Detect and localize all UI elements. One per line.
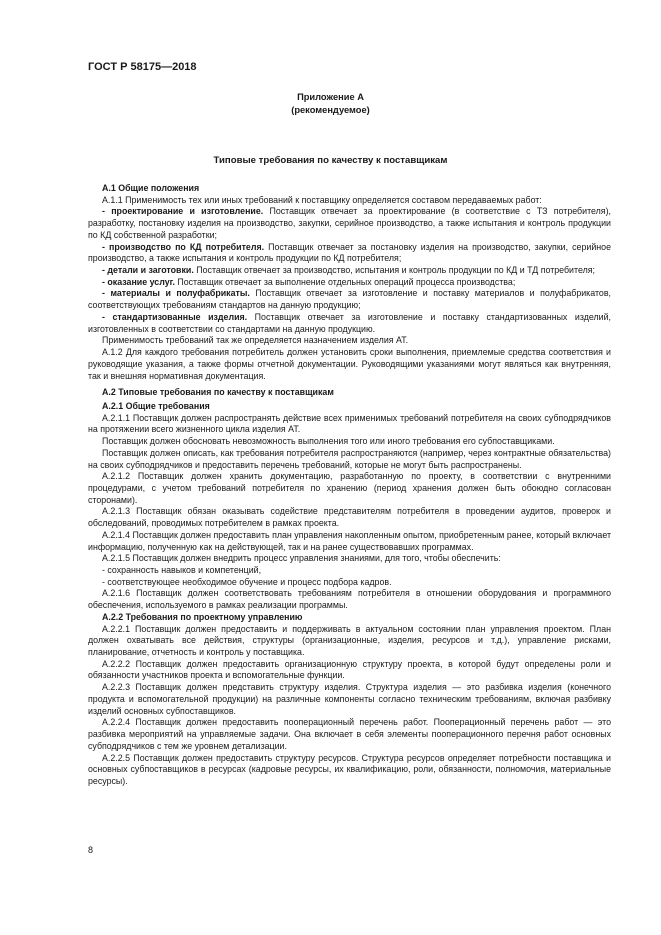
paragraph: А.2.2.4 Поставщик должен предоставить пооперационный перечень работ. Пооперационный перечень работ — это разбивка мероприятий на управляемые задачи. Она включает в себя элементы пооперационного перечня работ основных субподрядчиков с тем же уровнем детализации. [88,717,611,751]
appendix-block [0,91,661,117]
list-item-text: Поставщик отвечает за выполнение отдельных операций процесса производства; [174,276,516,287]
list-item: - сохранность навыков и компетенций, [102,565,262,575]
paragraph: А.1.2 Для каждого требования потребитель должен установить сроки выполнения, приемлемые средства соответствия и руководящие указания, а также формы отчетной документации. Руководящими указаниями могут являться как внутренняя, так и внешняя нормативная документация. [88,347,611,381]
list-item-term: - проектирование и изготовление. [102,206,264,217]
list-item [88,265,611,277]
paragraph: Поставщик должен обосновать невозможность выполнения того или иного требования его субпоставщиками. [102,436,555,447]
page-number: 8 [88,845,94,855]
list-item [88,206,611,241]
paragraph: А.2.1.4 Поставщик должен предоставить план управления накопленным опытом, приобретенным ранее, который включает информацию, полученную как на действующей, так и на ранее существовавших программах. [88,529,611,552]
list-item-text: Поставщик отвечает за изготовление и поставку стандартизованных изделий, изготовленных в соответствии со стандартами на данную продукцию. [88,311,611,334]
paragraph: А.2.2.3 Поставщик должен представить структуру изделия. Структура изделия — это разбивка изделия (конечного продукта и вспомогательной продукции) на различные компоненты согласно техническим требованиям, включая разбивку изделий основных субпоставщиков. [88,682,611,716]
paragraph: А.2.2.1 Поставщик должен предоставить и поддерживать в актуальном состоянии план управления проектом. План должен охватывать все действия, структуры (организационные, изделия, ресурсов и т.д.), управление рисками, планирование, отчетность и контроль у поставщика. [88,623,611,658]
list-item [88,242,611,265]
paragraph: А.2.1.6 Поставщик должен соответствовать требованиям потребителя в отношении оборудования и программного обеспечения, используемого в рамках реализации программы. [88,588,611,611]
list-item-text: Поставщик отвечает за постановку изделия на производство, закупки, серийное производство, а также испытания и контроль продукции по КД потребителя; [88,241,611,264]
paragraph: Поставщик должен описать, как требования потребителя распространяются (например, через контрактные обязательства) на своих субподрядчиков и предоставить перечень требований, которые не могут быть распространены. [88,447,611,470]
list-item-term: - детали и заготовки. [102,265,194,276]
list-item-text: Поставщик отвечает за изготовление и поставку материалов и полуфабрикатов, соответствующих требованиям стандартов на данную продукцию; [88,288,611,311]
list-item-term: - стандартизованные изделия. [102,311,248,322]
section-a2-heading: А.2 Типовые требования по качеству к поставщикам [102,387,334,398]
paragraph: А.2.1.3 Поставщик обязан оказывать содействие представителям потребителя в проведении аудитов, проверок и обследований, проводимых потребителем в рамках проекта. [88,506,611,529]
list-item [88,288,611,311]
subsection-a22-heading: А.2.2 Требования по проектному управлению [102,611,303,622]
paragraph: А.2.2.5 Поставщик должен предоставить структуру ресурсов. Структура ресурсов определяет потребности поставщика и основных субпоставщиков в ресурсах (кадровые ресурсы, их квалификацию, роли, обязанности, полномочия, материальные ресурсы). [88,752,611,786]
standard-header: ГОСТ Р 58175—2018 [88,61,197,73]
subsection-a21-heading: А.2.1 Общие требования [102,400,210,411]
document-body [88,183,611,788]
list-item: - соответствующее необходимое обучение и процесс подбора кадров. [102,576,392,587]
list-item-term: - материалы и полуфабрикаты. [102,288,250,299]
list-item-term: - производство по КД потребителя. [102,241,265,252]
list-item [88,312,611,335]
section-a1-heading: А.1 Общие положения [102,183,200,193]
list-item-text: Поставщик отвечает за производство, испытания и контроль продукции по КД и ТД потребителя; [193,265,595,276]
paragraph: А.2.2.2 Поставщик должен предоставить организационную структуру проекта, в которой будут определены роли и обязанности участников проекта и вспомогательные функции. [88,658,611,681]
paragraph: А.2.1.5 Поставщик должен внедрить процесс управления знаниями, для того, чтобы обеспечить: [102,553,501,564]
list-item-term: - оказание услуг. [102,276,175,287]
paragraph: А.1.1 Применимость тех или иных требований к поставщику определяется составом передаваемых работ: [102,194,542,205]
appendix-title: Приложение А [297,92,364,102]
paragraph: А.2.1.2 Поставщик должен хранить документацию, разработанную по проекту, в соответствии с внутренними процедурами, с учетом требований потребителя по хранению (период хранения должен быть обоюдно согласован сторонами). [88,471,611,505]
paragraph: Применимость требований так же определяется назначением изделия АТ. [102,335,409,346]
appendix-subtitle: (рекомендуемое) [291,104,370,115]
list-item [88,277,611,289]
page-title: Типовые требования по качеству к поставщикам [213,155,448,166]
paragraph: А.2.1.1 Поставщик должен распространять действие всех применимых требований потребителя на своих субподрядчиков на протяжении всего жизненного цикла изделия АТ. [88,412,611,435]
list-item-text: Поставщик отвечает за проектирование (в соответствие с ТЗ потребителя), разработку, постановку изделия на производство, закупки, серийное производство, а также испытания и контроль продукции по КД собственной разработки; [88,206,611,240]
